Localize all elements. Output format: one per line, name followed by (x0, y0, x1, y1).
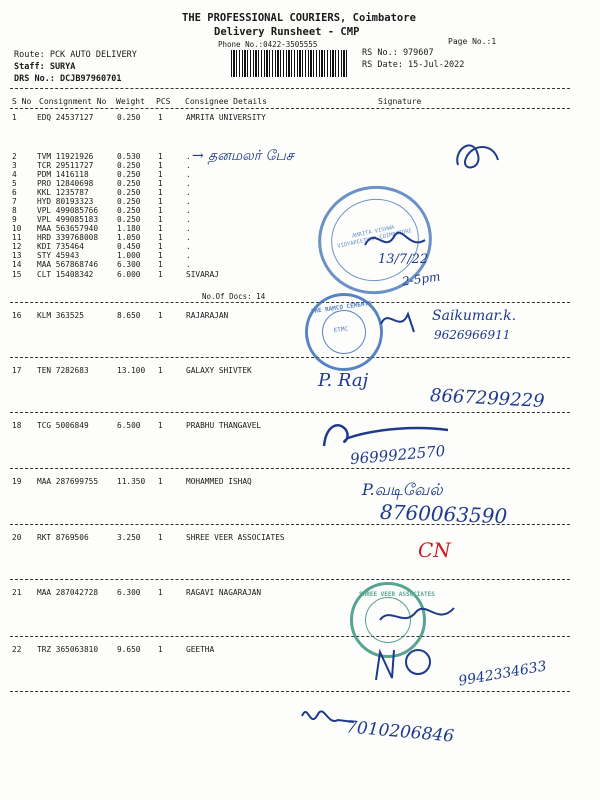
row-consignment: RKT 8769506 (37, 533, 89, 542)
row-sno: 1 (12, 113, 17, 122)
row-consignment: PDM 1416118 (37, 170, 89, 179)
signature-16: P. Raj (318, 370, 369, 391)
row-weight: 0.250 (117, 170, 141, 179)
row-consignment: EDQ 24537127 (37, 113, 94, 122)
row-consignee: RAGAVI NAGARAJAN (186, 588, 262, 597)
divider (10, 579, 570, 580)
divider (10, 108, 570, 109)
row-sno: 4 (12, 170, 17, 179)
signature-22-phone: 7010206846 (345, 717, 455, 747)
row-sno: 2 (12, 152, 17, 161)
handwritten-note: → தனமலர் பேச (192, 148, 294, 164)
row-pcs: 1 (158, 645, 163, 654)
row-sno: 16 (12, 311, 22, 320)
row-consignment: MAA 287042728 (37, 588, 99, 597)
row-pcs: 1 (158, 477, 163, 486)
route: Route: PCK AUTO DELIVERY (14, 50, 137, 60)
row-sno: 22 (12, 645, 22, 654)
row-sno: 9 (12, 215, 17, 224)
row-consignment: TRZ 365063810 (37, 645, 99, 654)
row-sno: 21 (12, 588, 22, 597)
row-weight: 0.250 (117, 215, 141, 224)
row-pcs: 1 (158, 311, 163, 320)
signature-scribble (372, 644, 442, 684)
row-pcs: 1 (158, 421, 163, 430)
phone-number: Phone No.:0422-3505555 (218, 40, 318, 49)
barcode (231, 50, 349, 77)
col-consignment: Consignment No (39, 97, 107, 106)
row-consignment: TCR 29511727 (37, 161, 94, 170)
row-pcs: 1 (158, 251, 163, 260)
signature-18: P.வடிவேல் (362, 480, 443, 499)
drs-number: DRS No.: DCJB97960701 (14, 74, 122, 84)
row-consignee: SHREE VEER ASSOCIATES (186, 533, 285, 542)
col-sno: S No (12, 97, 32, 106)
divider (10, 636, 570, 637)
row-consignee: GEETHA (186, 645, 215, 654)
row-pcs: 1 (158, 179, 163, 188)
row-consignment: KDI 735464 (37, 242, 84, 251)
row-sno: 19 (12, 477, 22, 486)
row-consignee: . (186, 179, 191, 188)
row-weight: 1.050 (117, 233, 141, 242)
row-consignee: . (186, 161, 191, 170)
row-consignee: . (186, 188, 191, 197)
row-weight: 0.530 (117, 152, 141, 161)
row-pcs: 1 (158, 152, 163, 161)
row-pcs: 1 (158, 242, 163, 251)
signature-scribble (378, 304, 418, 340)
row-weight: 6.000 (117, 270, 141, 279)
row-weight: 3.250 (117, 533, 141, 542)
row-pcs: 1 (158, 260, 163, 269)
row-weight: 1.180 (117, 224, 141, 233)
row-weight: 0.450 (117, 242, 141, 251)
document-title: Delivery Runsheet - CMP (214, 26, 360, 38)
row-weight: 0.250 (117, 113, 141, 122)
row-consignment: TVM 11921926 (37, 152, 94, 161)
row-sno: 20 (12, 533, 22, 542)
row-pcs: 1 (158, 188, 163, 197)
row-weight: 11.350 (117, 477, 146, 486)
signature-19: CN (418, 538, 451, 562)
row-sno: 12 (12, 242, 22, 251)
rs-date: RS Date: 15-Jul-2022 (362, 60, 465, 70)
row-consignee: . (186, 197, 191, 206)
row-consignee: . (186, 242, 191, 251)
row-consignee: . (186, 251, 191, 260)
row-weight: 6.300 (117, 588, 141, 597)
col-pcs: PCS (156, 97, 171, 106)
row-sno: 14 (12, 260, 22, 269)
row-pcs: 1 (158, 113, 163, 122)
row-sno: 13 (12, 251, 22, 260)
signature-scribble (448, 130, 508, 180)
row-weight: 0.250 (117, 161, 141, 170)
row-sno: 15 (12, 270, 22, 279)
row-consignment: VPL 499085766 (37, 206, 99, 215)
row-pcs: 1 (158, 588, 163, 597)
row-sno: 3 (12, 161, 17, 170)
row-sno: 11 (12, 233, 22, 242)
row-consignee: . (186, 260, 191, 269)
row-weight: 9.650 (117, 645, 141, 654)
row-pcs: 1 (158, 206, 163, 215)
row-consignee: PRABHU THANGAVEL (186, 421, 262, 430)
divider (10, 357, 570, 358)
row-consignment: VPL 499085183 (37, 215, 99, 224)
col-consignee: Consignee Details (185, 97, 267, 106)
docs-count: No.Of Docs: 14 (202, 292, 266, 301)
row-consignment: KKL 1235787 (37, 188, 89, 197)
row-consignment: PRO 12840698 (37, 179, 94, 188)
divider (10, 412, 570, 413)
divider (10, 302, 570, 303)
ramco-stamp-inner: ETMC (333, 325, 349, 335)
row-weight: 8.650 (117, 311, 141, 320)
row-consignment: HYD 80193323 (37, 197, 94, 206)
row-sno: 18 (12, 421, 22, 430)
row-weight: 6.300 (117, 260, 141, 269)
company-name: THE PROFESSIONAL COURIERS, Coimbatore (182, 12, 416, 24)
row-consignee: . (186, 215, 191, 224)
row-pcs: 1 (158, 233, 163, 242)
row-weight: 1.000 (117, 251, 141, 260)
signature-scribble (376, 596, 456, 636)
row-sno: 6 (12, 188, 17, 197)
row-pcs: 1 (158, 215, 163, 224)
row-consignment: TCG 5006849 (37, 421, 89, 430)
row-consignment: MAA 287699755 (37, 477, 99, 486)
row-consignment: TEN 7282683 (37, 366, 89, 375)
row-consignment: HRD 339768008 (37, 233, 99, 242)
row-pcs: 1 (158, 170, 163, 179)
row-pcs: 1 (158, 224, 163, 233)
row-consignment: STY 45943 (37, 251, 80, 260)
row-sno: 17 (12, 366, 22, 375)
handwritten-time: 2-5pm (401, 269, 442, 289)
staff: Staff: SURYA (14, 62, 76, 72)
row-sno: 8 (12, 206, 17, 215)
signature-16-phone: 8667299229 (429, 385, 546, 412)
shreeveer-stamp-text: SHREE VEER ASSOCIATES (359, 591, 435, 598)
row-consignee: SIVARAJ (186, 270, 219, 279)
col-weight: Weight (116, 97, 145, 106)
divider (10, 88, 570, 89)
row-consignee: . (186, 224, 191, 233)
ramco-stamp-text: THE RAMCO CEMENTS (310, 299, 373, 316)
row-pcs: 1 (158, 270, 163, 279)
page-number: Page No.:1 (448, 37, 497, 46)
signature-18-phone: 8760063590 (379, 499, 508, 529)
row-consignee: MOHAMMED ISHAQ (186, 477, 252, 486)
row-consignment: KLM 363525 (37, 311, 84, 320)
col-signature: Signature (378, 97, 422, 106)
row-pcs: 1 (158, 366, 163, 375)
row-sno: 5 (12, 179, 17, 188)
row-weight: 13.100 (117, 366, 146, 375)
row-consignee: . (186, 233, 191, 242)
row-consignee: . (186, 206, 191, 215)
row-sno: 10 (12, 224, 22, 233)
rs-number: RS No.: 979607 (362, 48, 434, 58)
signature-21-phone: 9942334633 (457, 658, 548, 690)
signature-15-phone: 9626966911 (434, 328, 511, 342)
row-sno: 7 (12, 197, 17, 206)
row-consignee: RAJARAJAN (186, 311, 229, 320)
row-pcs: 1 (158, 161, 163, 170)
row-consignee: AMRITA UNIVERSITY (186, 113, 266, 122)
row-weight: 0.250 (117, 179, 141, 188)
row-weight: 0.250 (117, 188, 141, 197)
row-consignment: MAA 567868746 (37, 260, 99, 269)
row-weight: 6.500 (117, 421, 141, 430)
row-consignment: MAA 563657940 (37, 224, 99, 233)
row-pcs: 1 (158, 533, 163, 542)
divider (10, 691, 570, 692)
shreeveer-stamp (350, 582, 435, 658)
row-weight: 0.250 (117, 206, 141, 215)
row-consignee: . (186, 152, 191, 161)
amrita-stamp-text: AMRITA VISHWA VIDYAPEETHAM COIMBATORE (336, 224, 413, 250)
row-consignee: . (186, 170, 191, 179)
row-weight: 0.250 (117, 197, 141, 206)
signature-17-phone: 9699922570 (349, 441, 447, 469)
row-consignee: GALAXY SHIVTEK (186, 366, 252, 375)
handwritten-date: 13/7/22 (378, 252, 429, 267)
row-pcs: 1 (158, 197, 163, 206)
row-consignment: CLT 15408342 (37, 270, 94, 279)
signature-15: Saikumar.k. (432, 308, 517, 324)
divider (10, 468, 570, 469)
